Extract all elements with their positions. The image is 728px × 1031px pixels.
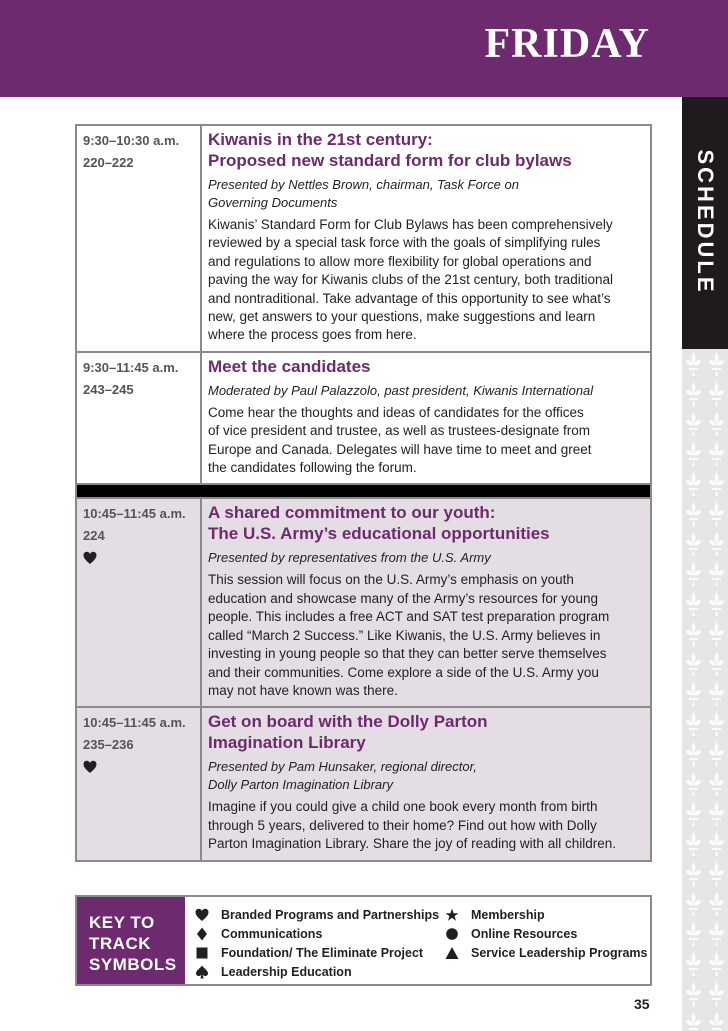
session-presenter [208,549,644,567]
description-line: may not have known was there. [208,682,398,698]
time-column [77,499,202,706]
presenter-line: Presented by Nettles Brown, chairman, Task Force on [208,177,519,192]
diamond-icon [195,927,209,941]
session-room: 224 [83,528,105,544]
description-column [202,126,650,351]
schedule-table [75,124,652,862]
session-presenter [208,382,644,400]
description-line: Europe and Canada. Delegates will have time to meet and greet [208,441,592,457]
key-item [195,924,439,943]
square-icon [195,946,209,960]
description-line: new, get answers to your questions, make suggestions and learn [208,309,596,325]
session-row [77,126,650,353]
heart-icon [83,760,97,774]
heart-icon [83,551,97,565]
session-row [77,499,650,708]
key-item [195,943,439,962]
key-item [195,962,439,981]
fleur-de-lis-pattern [682,349,728,1031]
session-description [208,404,644,478]
key-label-line: KEY TO [89,913,155,932]
session-time: 9:30–11:45 a.m. [83,359,179,375]
fleur-de-lis-pattern-icon [682,349,728,1031]
description-line: and nontraditional. Take advantage of this opportunity to see what’s [208,290,611,306]
session-time: 9:30–10:30 a.m. [83,133,180,148]
session-time: 10:45–11:45 a.m. [83,506,186,522]
key-item-label: Leadership Education [221,964,352,979]
presenter-line: Governing Documents [208,195,338,210]
session-description [208,216,644,345]
description-line: Kiwanis’ Standard Form for Club Bylaws has been comprehensively [208,217,613,232]
description-line: education and showcase many of the Army’s resources for young [208,590,598,606]
key-label-line: TRACK [89,934,151,953]
description-line: through 5 years, delivered to their home? Find out how with Dolly [208,817,597,833]
session-description [208,571,644,700]
star-icon [445,908,459,922]
session-row [77,708,650,859]
key-item-label: Communications [221,926,323,941]
description-line: paving the way for Kiwanis clubs of the 21st century, both traditional [208,272,613,288]
spade-icon [195,965,209,979]
description-line: and regulations to allow more flexibility for global operations and [208,253,592,269]
session-title: Imagination Library [208,733,366,753]
session-title: Kiwanis in the 21st century: [208,130,433,149]
session-title: Proposed new standard form for club bylaws [208,151,572,170]
track-symbol-key [75,895,652,986]
key-item [445,943,647,962]
key-item [195,905,439,924]
key-item [445,924,647,943]
description-line: investing in young people so that they can better serve themselves [208,646,607,662]
key-item [445,905,647,924]
description-line: people. This includes a free ACT and SAT test preparation program [208,609,610,625]
time-column [77,353,202,484]
presenter-line: Dolly Parton Imagination Library [208,777,393,793]
presenter-line: Moderated by Paul Palazzolo, past president, Kiwanis International [208,382,594,398]
key-label-line: SYMBOLS [89,955,177,974]
heart-icon [195,908,209,922]
time-column [77,708,202,859]
key-item-label: Branded Programs and Partnerships [221,907,440,922]
description-line: Parton Imagination Library. Share the joy of reading with all children. [208,836,616,852]
description-line: called “March 2 Success.” Like Kiwanis, the U.S. Army believes in [208,627,601,643]
session-title: Get on board with the Dolly Parton [208,712,488,732]
section-divider [77,485,650,499]
session-title: A shared commitment to our youth: [208,503,496,523]
key-item-label: Service Leadership Programs [471,945,648,960]
session-presenter [208,176,644,212]
day-title: FRIDAY [484,21,650,67]
triangle-icon [445,946,459,960]
key-items-left [195,905,439,981]
session-room: 243–245 [83,381,134,397]
description-line: Come hear the thoughts and ideas of candidates for the offices [208,404,584,420]
description-line: Imagine if you could give a child one book every month from birth [208,799,598,815]
session-row [77,353,650,486]
key-items-right [445,905,647,962]
page-number: 35 [634,996,650,1012]
presenter-line: Presented by representatives from the U.S. Army [208,550,491,566]
description-column [202,353,650,484]
session-time: 10:45–11:45 a.m. [83,715,186,731]
description-column [202,499,650,706]
description-line: the candidates following the forum. [208,460,417,476]
description-line: of vice president and trustee, as well as trustees-designate from [208,423,590,439]
session-title: The U.S. Army’s educational opportunities [208,524,550,544]
circle-icon [445,927,459,941]
session-room: 235–236 [83,737,134,753]
session-room: 220–222 [83,155,134,170]
description-line: and their communities. Come explore a side of the U.S. Army you [208,664,599,680]
session-title: Meet the candidates [208,356,371,376]
time-column [77,126,202,351]
session-presenter [208,758,644,794]
key-item-label: Membership [471,907,545,922]
session-description [208,798,644,853]
key-label [77,897,185,984]
description-line: reviewed by a special task force with the goals of simplifying rules [208,235,601,251]
presenter-line: Presented by Pam Hunsaker, regional director, [208,759,477,775]
description-column [202,708,650,859]
description-line: This session will focus on the U.S. Army’s emphasis on youth [208,572,574,588]
description-line: where the process goes from here. [208,327,417,343]
key-item-label: Online Resources [471,926,578,941]
side-tab-text: SCHEDULE [693,149,718,295]
key-item-label: Foundation/ The Eliminate Project [221,945,424,960]
